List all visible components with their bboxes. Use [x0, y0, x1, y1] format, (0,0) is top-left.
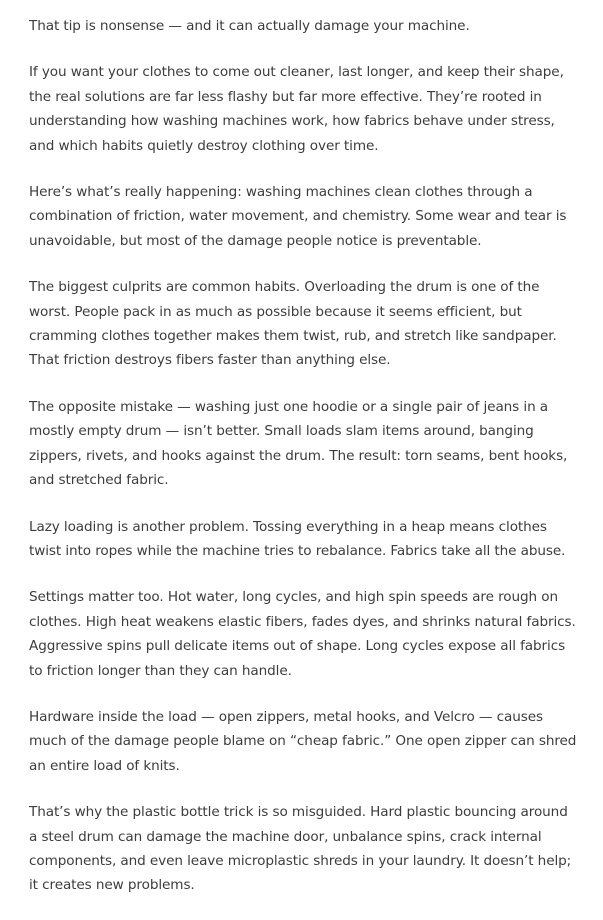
paragraph-intro: That tip is nonsense — and it can actually damage your machine. [29, 18, 470, 34]
paragraph-whats-happening: Here’s what’s really happening: washing machines clean clothes through a combination of friction, water movement, and chemistry. Some wear and tear is unavoidable, but most of the damage people notice is preventable. [29, 184, 567, 249]
paragraph-plastic-bottle: That’s why the plastic bottle trick is so misguided. Hard plastic bouncing around a steel drum can damage the machine door, unbalance spins, crack internal components, and even leave microplastic shreds in your laundry. It doesn’t help; it creates new problems. [29, 804, 572, 894]
paragraph-hardware: Hardware inside the load — open zippers, metal hooks, and Velcro — causes much of the damage people blame on “cheap fabric.” One open zipper can shred an entire load of knits. [29, 708, 577, 774]
paragraph-real-solutions: If you want your clothes to come out cleaner, last longer, and keep their shape, the real solutions are far less flashy but far more effective. They’re rooted in understanding how washing machines work, how fabrics behave under stress, and which habits quietly destroy clothing over time. [29, 64, 564, 154]
paragraph-opposite-mistake: The opposite mistake — washing just one hoodie or a single pair of jeans in a mostly empty drum — isn’t better. Small loads slam items around, banging zippers, rivets, and hooks against the drum. The result: torn seams, bent hooks, and stretched fabric. [29, 398, 568, 489]
paragraph-biggest-culprits: The biggest culprits are common habits. Overloading the drum is one of the worst. People pack in as much as possible because it seems efficient, but cramming clothes together makes them twist, rub, and stretch like sandpaper. That friction destroys fibers faster than anything else. [29, 279, 557, 369]
paragraph-settings: Settings matter too. Hot water, long cycles, and high spin speeds are rough on clothes. High heat weakens elastic fibers, fades dyes, and shrinks natural fabrics. Aggressive spins pull delicate items out of shape. Long cycles expose all fabrics to friction longer than they can handle. [29, 589, 576, 679]
paragraph-lazy-loading: Lazy loading is another problem. Tossing everything in a heap means clothes twist into ropes while the machine tries to rebalance. Fabrics take all the abuse. [29, 518, 566, 559]
article-body [29, 14, 577, 920]
